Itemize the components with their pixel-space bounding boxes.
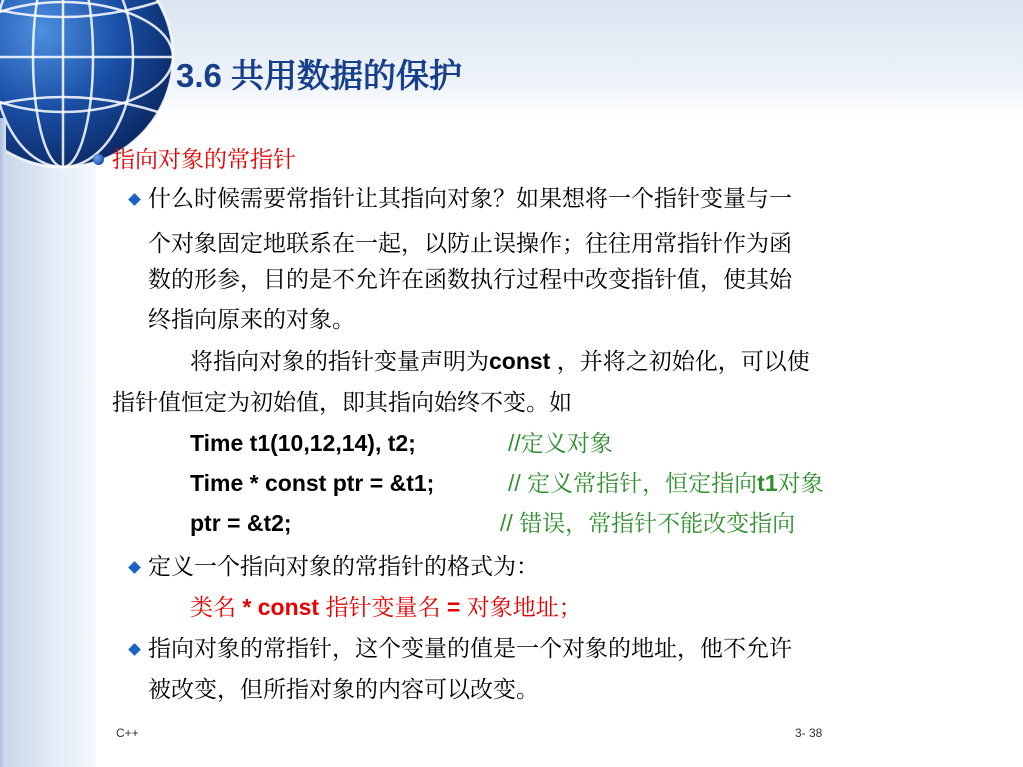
format-c: 指针变量名 — [325, 594, 441, 620]
sub2-line: 定义一个指向对象的常指针的格式为： — [148, 553, 539, 579]
para-line2: 指针值恒定为初始值，即其指向始终不变。如 — [112, 389, 572, 415]
format-e: 对象地址； — [466, 594, 582, 620]
format-line — [190, 593, 582, 621]
code-comment2 — [508, 469, 824, 497]
bullet-dot-icon — [93, 154, 104, 165]
sub1-line2: 个对象固定地联系在一起，以防止误操作；往往用常指针作为函 — [148, 230, 792, 256]
code-comment2-b: t1 — [757, 470, 778, 496]
bullet-heading: 指向对象的常指针 — [112, 146, 296, 172]
code-line2: Time * const ptr = &t1; — [190, 470, 435, 496]
page-title: 3.6 共用数据的保护 — [176, 57, 463, 94]
para-line1 — [190, 347, 810, 375]
code-line1: Time t1(10,12,14), t2; — [190, 430, 416, 456]
code-comment2-a: // 定义常指针，恒定指向 — [508, 470, 758, 496]
para-line1-keyword: const — [489, 348, 551, 374]
sub1-line1: 什么时候需要常指针让其指向对象？如果想将一个指针变量与一 — [148, 185, 792, 211]
para-line1-c: ，并将之初始化，可以使 — [550, 348, 810, 374]
diamond-bullet-icon — [128, 561, 141, 574]
code-comment3: // 错误，常指针不能改变指向 — [500, 510, 796, 536]
sub3-line2: 被改变，但所指对象的内容可以改变。 — [148, 676, 539, 702]
footer-page-number: 3- 38 — [795, 726, 823, 740]
format-a: 类名 — [190, 594, 243, 620]
sub3-line1: 指向对象的常指针，这个变量的值是一个对象的地址，他不允许 — [148, 635, 792, 661]
diamond-bullet-icon — [128, 643, 141, 656]
format-b: * const — [242, 594, 326, 620]
format-d: = — [440, 594, 467, 620]
code-comment1: //定义对象 — [508, 430, 613, 456]
left-rule — [0, 118, 6, 767]
para-line1-a: 将指向对象的指针变量声明为 — [190, 348, 489, 374]
sub1-line4: 终指向原来的对象。 — [148, 306, 355, 332]
diamond-bullet-icon — [128, 193, 141, 206]
code-line3: ptr = &t2; — [190, 510, 292, 536]
sub1-line3: 数的形参，目的是不允许在函数执行过程中改变指针值，使其始 — [148, 266, 792, 292]
code-comment2-c: 对象 — [777, 470, 824, 496]
footer-left: C++ — [116, 726, 139, 740]
